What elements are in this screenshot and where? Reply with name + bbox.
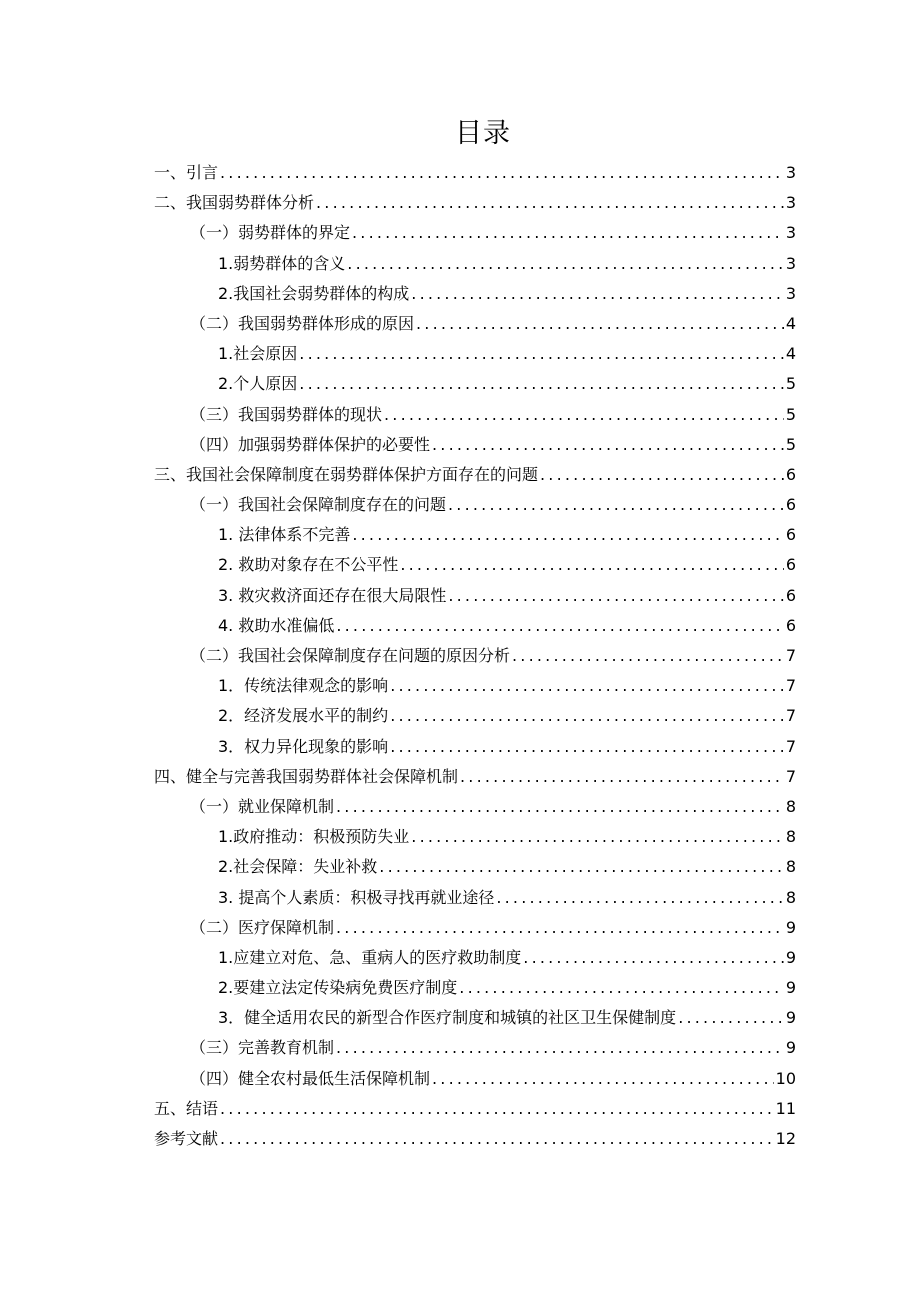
- toc-entry[interactable]: [154, 852, 796, 882]
- toc-dot-leader: [448, 581, 783, 611]
- toc-entry-title: 2．经济发展水平的制约: [218, 706, 389, 726]
- toc-entry-title: 二、我国弱势群体分析: [154, 193, 315, 213]
- toc-entry-title: 3. 提高个人素质：积极寻找再就业途径: [218, 887, 495, 907]
- toc-entry-title: 三、我国社会保障制度在弱势群体保护方面存在的问题: [154, 464, 539, 484]
- toc-page-number: 3: [785, 193, 796, 213]
- toc-entry-title: （三）完善教育机制: [190, 1038, 335, 1058]
- toc-page-number: 6: [785, 525, 796, 545]
- toc-dot-leader: [432, 430, 784, 460]
- toc-entry-title: 1.政府推动：积极预防失业: [218, 827, 410, 847]
- toc-page-number: 5: [785, 434, 796, 454]
- toc-dot-leader: [352, 218, 784, 248]
- toc-entry-title: （四）加强弱势群体保护的必要性: [190, 434, 431, 454]
- toc-entry-title: 一、引言: [154, 163, 219, 182]
- toc-dot-leader: [432, 1064, 774, 1094]
- toc-dot-leader: [411, 279, 784, 309]
- toc-entry[interactable]: [154, 1033, 796, 1063]
- toc-entry-title: 2.社会保障：失业补救: [218, 857, 378, 877]
- toc-entry[interactable]: [154, 400, 796, 430]
- toc-dot-leader: [316, 188, 784, 218]
- toc-entry-title: （四）健全农村最低生活保障机制: [190, 1068, 431, 1088]
- toc-page-number: 4: [785, 313, 796, 333]
- toc-entry-title: 五、结语: [154, 1098, 219, 1118]
- toc-page-number: 9: [785, 947, 796, 967]
- toc-page-number: 11: [775, 1098, 796, 1118]
- toc-dot-leader: [390, 732, 784, 762]
- toc-entry[interactable]: [154, 762, 796, 792]
- toc-entry-title: 1.弱势群体的含义: [218, 253, 346, 273]
- toc-entry[interactable]: [154, 913, 796, 943]
- toc-entry-title: 1.社会原因: [218, 344, 298, 364]
- toc-entry-title: 3. 救灾救济面还存在很大局限性: [218, 585, 447, 605]
- toc-entry[interactable]: [154, 1064, 796, 1094]
- toc-entry-title: 参考文献: [154, 1129, 219, 1148]
- toc-entry-title: 2. 救助对象存在不公平性: [218, 555, 399, 575]
- toc-entry-title: 1. 法律体系不完善: [218, 525, 351, 545]
- toc-entry[interactable]: [154, 701, 796, 731]
- toc-page-number: 8: [785, 796, 796, 816]
- toc-dot-leader: [411, 822, 784, 852]
- toc-entry[interactable]: [154, 641, 796, 671]
- toc-page-number: 6: [785, 615, 796, 635]
- toc-dot-leader: [496, 883, 783, 913]
- toc-page-number: 6: [785, 464, 796, 484]
- toc-page-number: 5: [785, 404, 796, 424]
- toc-entry-title: （二）医疗保障机制: [190, 917, 335, 937]
- toc-dot-leader: [390, 671, 784, 701]
- toc-dot-leader: [347, 249, 784, 279]
- toc-entry-title: 3．权力异化现象的影响: [218, 736, 389, 756]
- toc-entry[interactable]: [154, 1003, 796, 1033]
- toc-entry[interactable]: [154, 581, 796, 611]
- toc-entry-title: （二）我国社会保障制度存在问题的原因分析: [190, 646, 511, 665]
- toc-entry-title: 2.要建立法定传染病免费医疗制度: [218, 978, 458, 998]
- toc-page-number: 3: [785, 223, 796, 243]
- toc-title: 目录: [455, 118, 511, 149]
- toc-entry[interactable]: [154, 339, 796, 369]
- toc-entry-title: （一）我国社会保障制度存在的问题: [190, 495, 447, 515]
- toc-dot-leader: [336, 913, 784, 943]
- toc-entry[interactable]: [154, 732, 796, 762]
- toc-entry[interactable]: [154, 550, 796, 580]
- toc-dot-leader: [336, 1033, 784, 1063]
- toc-dot-leader: [416, 309, 784, 339]
- toc-page-number: 9: [785, 978, 796, 998]
- toc-entry-title: 四、健全与完善我国弱势群体社会保障机制: [154, 766, 459, 786]
- toc-page-number: 6: [785, 585, 796, 605]
- toc-dot-leader: [384, 400, 784, 430]
- toc-entry[interactable]: [154, 188, 796, 218]
- toc-page-number: 9: [785, 1008, 796, 1028]
- toc-entry[interactable]: [154, 249, 796, 279]
- toc-dot-leader: [220, 1094, 774, 1124]
- toc-entry[interactable]: [154, 430, 796, 460]
- toc-entry[interactable]: [154, 1124, 796, 1154]
- toc-entry[interactable]: [154, 279, 796, 309]
- toc-entry[interactable]: [154, 520, 796, 550]
- toc-page-number: 9: [785, 1038, 796, 1058]
- toc-entry[interactable]: [154, 822, 796, 852]
- toc-dot-leader: [448, 490, 784, 520]
- toc-dot-leader: [459, 973, 784, 1003]
- toc-dot-leader: [336, 611, 783, 641]
- toc-dot-leader: [523, 943, 784, 973]
- toc-page-number: 5: [785, 374, 796, 394]
- toc-entry[interactable]: [154, 883, 796, 913]
- toc-dot-leader: [220, 1124, 774, 1154]
- toc-page-number: 3: [785, 283, 796, 303]
- toc-page-number: 9: [785, 917, 796, 937]
- toc-entry-title: 3．健全适用农民的新型合作医疗制度和城镇的社区卫生保健制度: [218, 1008, 677, 1028]
- toc-dot-leader: [336, 792, 784, 822]
- toc-page-number: 3: [785, 163, 796, 182]
- toc-page-number: 6: [785, 555, 796, 575]
- toc-dot-leader: [299, 339, 784, 369]
- toc-dot-leader: [400, 550, 783, 580]
- toc-dot-leader: [540, 460, 784, 490]
- toc-page-number: 12: [775, 1129, 796, 1148]
- toc-page-number: 7: [785, 766, 796, 786]
- toc-entry[interactable]: [154, 158, 796, 188]
- toc-page-number: 8: [785, 857, 796, 877]
- toc-entry[interactable]: [154, 309, 796, 339]
- toc-entry-title: 1.应建立对危、急、重病人的医疗救助制度: [218, 947, 522, 967]
- toc-entry[interactable]: [154, 792, 796, 822]
- toc-entry-title: 2.个人原因: [218, 374, 298, 394]
- toc-entry[interactable]: [154, 460, 796, 490]
- toc-dot-leader: [390, 701, 784, 731]
- toc-page-number: 8: [785, 827, 796, 847]
- toc-page-number: 6: [785, 495, 796, 515]
- toc-dot-leader: [220, 158, 784, 188]
- toc-dot-leader: [299, 369, 784, 399]
- toc-dot-leader: [352, 520, 783, 550]
- table-of-contents: [154, 158, 796, 1154]
- toc-page-number: 7: [785, 676, 796, 696]
- toc-entry[interactable]: [154, 973, 796, 1003]
- toc-page-number: 4: [785, 344, 796, 364]
- toc-entry-title: （一）就业保障机制: [190, 796, 335, 816]
- toc-page-number: 8: [785, 887, 796, 907]
- toc-dot-leader: [678, 1003, 784, 1033]
- toc-entry[interactable]: [154, 943, 796, 973]
- toc-entry[interactable]: [154, 218, 796, 248]
- toc-page-number: 7: [785, 706, 796, 726]
- toc-entry-title: 4. 救助水准偏低: [218, 615, 335, 635]
- toc-page-number: 10: [775, 1068, 796, 1088]
- toc-dot-leader: [512, 641, 784, 671]
- toc-entry-title: （一）弱势群体的界定: [190, 223, 351, 243]
- toc-page-number: 7: [785, 646, 796, 665]
- toc-page-number: 3: [785, 253, 796, 273]
- toc-entry[interactable]: [154, 1094, 796, 1124]
- toc-entry-title: 1．传统法律观念的影响: [218, 676, 389, 696]
- toc-entry-title: （三）我国弱势群体的现状: [190, 404, 383, 424]
- toc-entry[interactable]: [154, 490, 796, 520]
- toc-dot-leader: [379, 852, 784, 882]
- toc-entry[interactable]: [154, 369, 796, 399]
- toc-entry[interactable]: [154, 611, 796, 641]
- toc-page-number: 7: [785, 736, 796, 756]
- toc-entry-title: 2.我国社会弱势群体的构成: [218, 283, 410, 303]
- toc-entry-title: （二）我国弱势群体形成的原因: [190, 313, 415, 333]
- toc-dot-leader: [460, 762, 784, 792]
- toc-entry[interactable]: [154, 671, 796, 701]
